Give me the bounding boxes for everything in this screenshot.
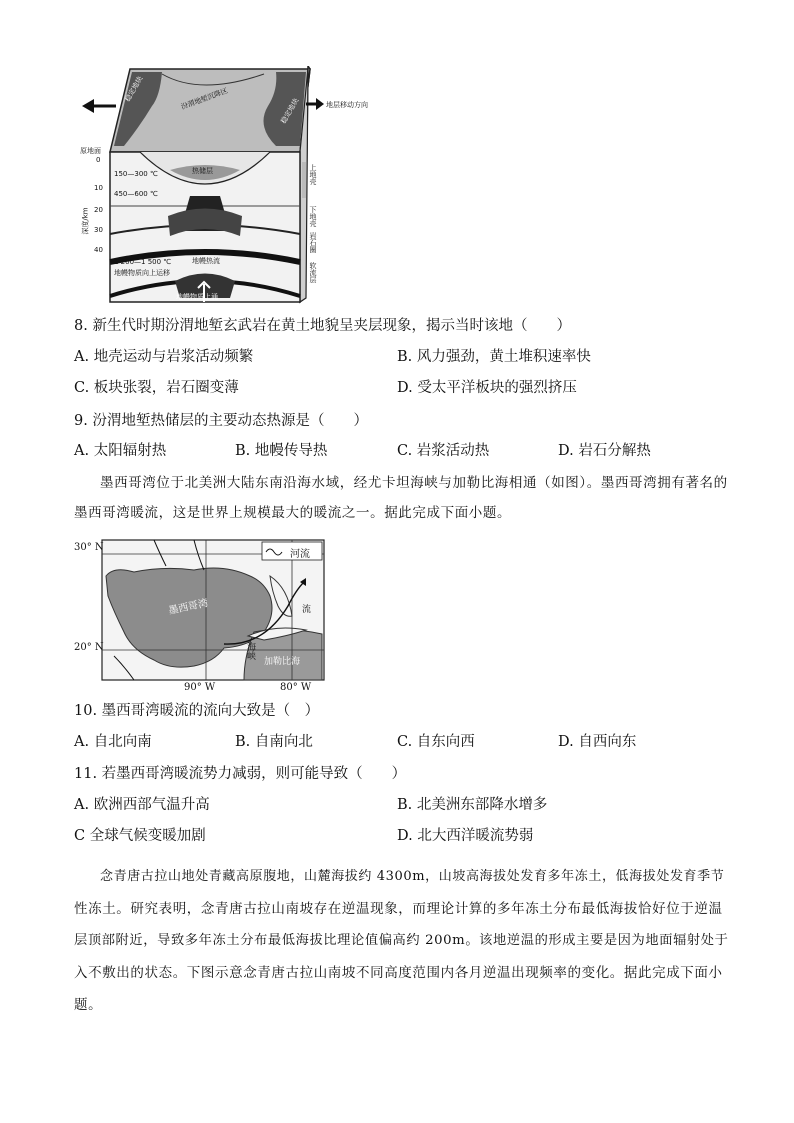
gulf-map xyxy=(74,536,328,694)
passage-mountain-line4: 入不敷出的状态。下图示意念青唐古拉山南坡不同高度范围内各月逆温出现频率的变化。据此完成下面小 xyxy=(74,965,723,981)
temp-mid: 450—600 ℃ xyxy=(114,190,158,198)
gulf-label: 墨西哥湾 xyxy=(167,597,210,617)
current-label: 流 xyxy=(302,605,312,615)
depth-10: 10 xyxy=(94,184,103,192)
label-mantle-upwelling: 地幔物质上涌 xyxy=(176,293,218,301)
strait-label: 海峡 xyxy=(245,642,255,660)
question-8-stem: 8. 新生代时期汾渭地堑玄武岩在黄土地貌呈夹层现象，揭示当时该地（ ） xyxy=(74,318,571,334)
label-right-plate: 稳定地块 xyxy=(279,96,301,126)
q10-option-b[interactable]: B. 自南向北 xyxy=(235,734,313,750)
q10-option-c[interactable]: C. 自东向西 xyxy=(397,734,475,750)
q11-option-d[interactable]: D. 北大西洋暖流势弱 xyxy=(397,828,534,844)
temp-deep: 1 200—1 500 ℃ xyxy=(114,258,172,266)
passage-gulf-line1: 墨西哥湾位于北美洲大陆东南沿海水域，经尤卡坦海峡与加勒比海相通（如图）。墨西哥湾拥有著名的 xyxy=(100,475,728,491)
q11-option-b[interactable]: B. 北美洲东部降水增多 xyxy=(397,797,548,813)
q9-option-d[interactable]: D. 岩石分解热 xyxy=(558,443,651,459)
depth-40: 40 xyxy=(94,246,103,254)
lon-90: 90° W xyxy=(184,682,216,693)
layer-asthenosphere: 软流层 xyxy=(309,262,317,283)
depth-30: 30 xyxy=(94,226,103,234)
passage-mountain-line5: 题。 xyxy=(74,997,103,1013)
q8-option-d[interactable]: D. 受太平洋板块的强烈挤压 xyxy=(397,380,577,396)
passage-gulf-line2: 墨西哥湾暖流，这是世界上规模最大的暖流之一。据此完成下面小题。 xyxy=(74,505,512,521)
label-ground-surface: 原地面 xyxy=(80,147,101,155)
depth-20: 20 xyxy=(94,206,103,214)
caribbean-label: 加勒比海 xyxy=(264,657,301,667)
q8-option-c[interactable]: C. 板块张裂，岩石圈变薄 xyxy=(74,380,239,396)
temp-high: 150—300 ℃ xyxy=(114,170,158,178)
label-mantle-heat: 地幔热流 xyxy=(192,257,220,265)
legend-river-label: 河流 xyxy=(290,549,310,560)
label-left-plate: 稳定地块 xyxy=(123,74,145,104)
q11-option-a[interactable]: A. 欧洲西部气温升高 xyxy=(74,797,210,813)
passage-mountain-line3: 层顶部附近，导致多年冻土分布最低海拔比理论值偏高约 200m。该地逆温的形成主要是因为地面辐射处于 xyxy=(74,933,729,948)
passage-mountain-line1: 念青唐古拉山地处青藏高原腹地，山麓海拔约 4300m，山坡高海拔处发育多年冻土，低海拔处发育季节 xyxy=(100,869,725,884)
q10-option-a[interactable]: A. 自北向南 xyxy=(74,734,152,750)
q8-option-b[interactable]: B. 风力强劲，黄土堆积速率快 xyxy=(397,349,591,365)
lat-30: 30° N xyxy=(74,542,104,553)
question-9-stem: 9. 汾渭地堑热储层的主要动态热源是（ ） xyxy=(74,413,368,429)
question-11-stem: 11. 若墨西哥湾暖流势力减弱，则可能导致（ ） xyxy=(74,766,407,782)
q9-option-b[interactable]: B. 地幔传导热 xyxy=(235,443,328,459)
q10-option-d[interactable]: D. 自西向东 xyxy=(558,734,637,750)
passage-mountain-line2: 性冻土。研究表明，念青唐古拉山南坡存在逆温现象，而理论计算的多年冻土分布最低海拔恰好位于逆温 xyxy=(74,901,723,917)
lat-20: 20° N xyxy=(74,642,104,653)
layer-lithosphere: 岩石圈 xyxy=(309,232,317,253)
q9-option-c[interactable]: C. 岩浆活动热 xyxy=(397,443,490,459)
layer-lower-crust: 下地壳 xyxy=(309,206,317,227)
layer-upper-crust: 上地壳 xyxy=(309,164,317,185)
label-direction: 地层移动方向 xyxy=(326,101,368,109)
label-upwelling: 地幔物质向上运移 xyxy=(114,269,170,277)
lon-80: 80° W xyxy=(280,682,312,693)
q9-option-a[interactable]: A. 太阳辐射热 xyxy=(74,443,167,459)
depth-axis-label: 深度/km xyxy=(81,207,90,235)
q11-option-c[interactable]: C 全球气候变暖加剧 xyxy=(74,828,206,844)
question-10-stem: 10. 墨西哥湾暖流的流向大致是（ ） xyxy=(74,703,320,719)
depth-0: 0 xyxy=(96,156,101,164)
label-rift-zone: 汾渭地堑沉降区 xyxy=(180,86,229,112)
label-heat-reservoir: 热储层 xyxy=(192,167,213,175)
rift-block-diagram xyxy=(80,66,380,306)
q8-option-a[interactable]: A. 地壳运动与岩浆活动频繁 xyxy=(74,349,254,365)
